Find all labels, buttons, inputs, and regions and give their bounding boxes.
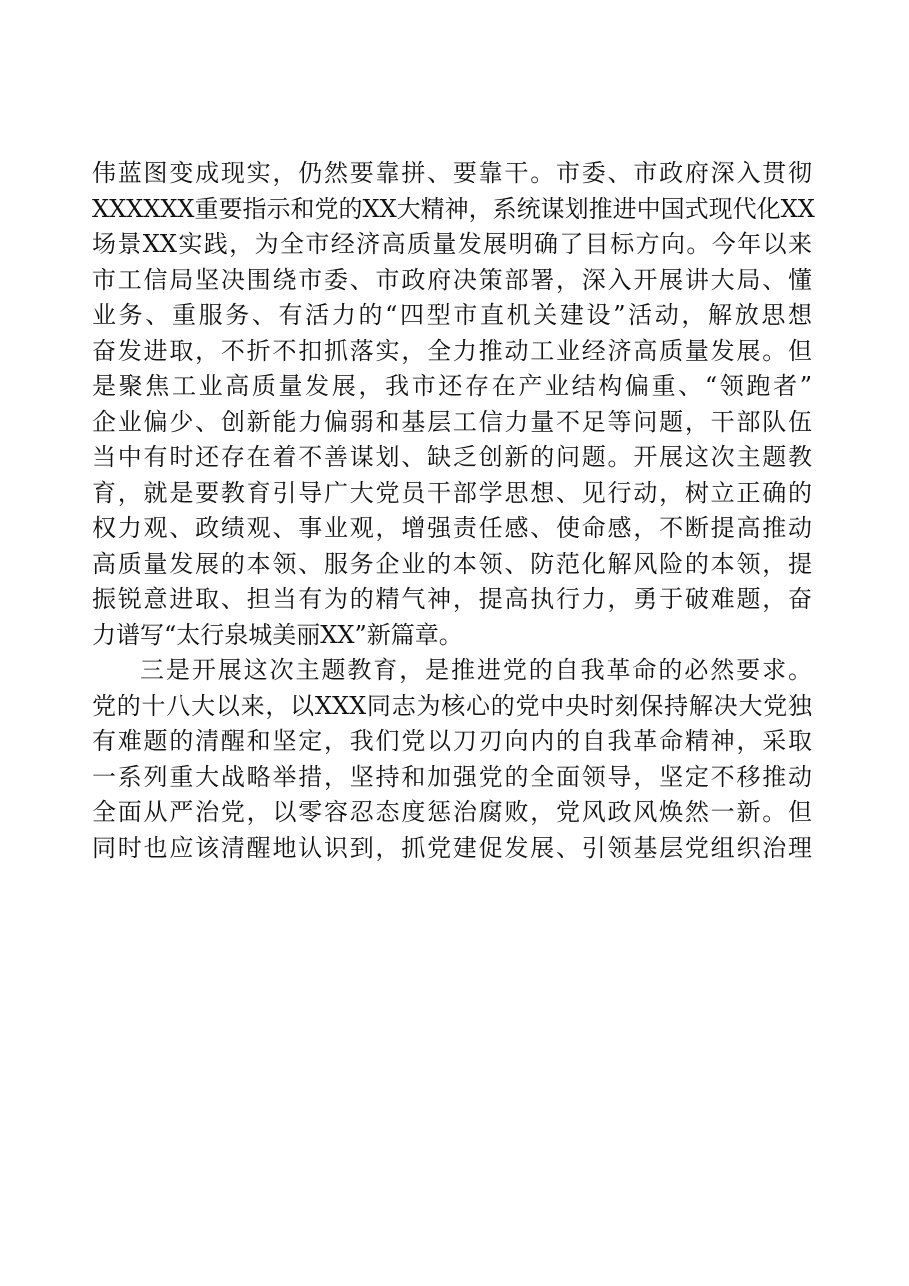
paragraph-1-line: 市工信局坚决围绕市委、市政府决策部署，深入开展讲大局、懂 <box>92 265 812 294</box>
paragraph-1-line: 振锐意进取、担当有为的精气神，提高执行力，勇于破难题，奋 <box>92 585 812 613</box>
paragraph-2-line: 党的十八大以来，以XXX同志为核心的党中央时刻保持解决大党独 <box>92 691 812 720</box>
paragraph-2-line: 一系列重大战略举措，坚持和加强党的全面领导，坚定不移推动 <box>92 762 812 791</box>
paragraph-1-line: 企业偏少、创新能力偏弱和基层工信力量不足等问题，干部队伍 <box>92 407 812 436</box>
paragraph-1-line: 场景XX实践，为全市经济高质量发展明确了目标方向。今年以来 <box>92 230 812 258</box>
paragraph-2 <box>92 653 812 866</box>
paragraph-1-line: XXXXXX重要指示和党的XX大精神，系统谋划推进中国式现代化XX <box>92 194 815 223</box>
document-body <box>92 156 815 866</box>
paragraph-1-line: 是聚焦工业高质量发展，我市还存在产业结构偏重、“领跑者” <box>92 372 812 400</box>
paragraph-1-line: 业务、重服务、有活力的“四型市直机关建设”活动，解放思想 <box>92 301 812 329</box>
paragraph-2-line: 有难题的清醒和坚定，我们党以刀刃向内的自我革命精神，采取 <box>92 727 812 755</box>
paragraph-2-line: 三是开展这次主题教育，是推进党的自我革命的必然要求。 <box>140 656 812 684</box>
paragraph-1-line: 育，就是要教育引导广大党员干部学思想、见行动，树立正确的 <box>92 478 812 507</box>
paragraph-1-line: 伟蓝图变成现实，仍然要靠拼、要靠干。市委、市政府深入贯彻 <box>92 159 812 187</box>
paragraph-1 <box>92 156 815 653</box>
paragraph-1-line: 奋发进取，不折不扣抓落实，全力推动工业经济高质量发展。但 <box>92 336 812 365</box>
paragraph-1-line: 权力观、政绩观、事业观，增强责任感、使命感，不断提高推动 <box>92 514 812 542</box>
paragraph-2-line: 全面从严治党，以零容忍态度惩治腐败，党风政风焕然一新。但 <box>92 798 812 826</box>
paragraph-2-line: 同时也应该清醒地认识到，抓党建促发展、引领基层党组织治理 <box>92 833 812 862</box>
paragraph-1-line: 高质量发展的本领、服务企业的本领、防范化解风险的本领，提 <box>92 549 812 578</box>
paragraph-1-line: 力谱写“太行泉城美丽XX”新篇章。 <box>92 620 463 649</box>
paragraph-1-line: 当中有时还存在着不善谋划、缺乏创新的问题。开展这次主题教 <box>92 443 812 471</box>
